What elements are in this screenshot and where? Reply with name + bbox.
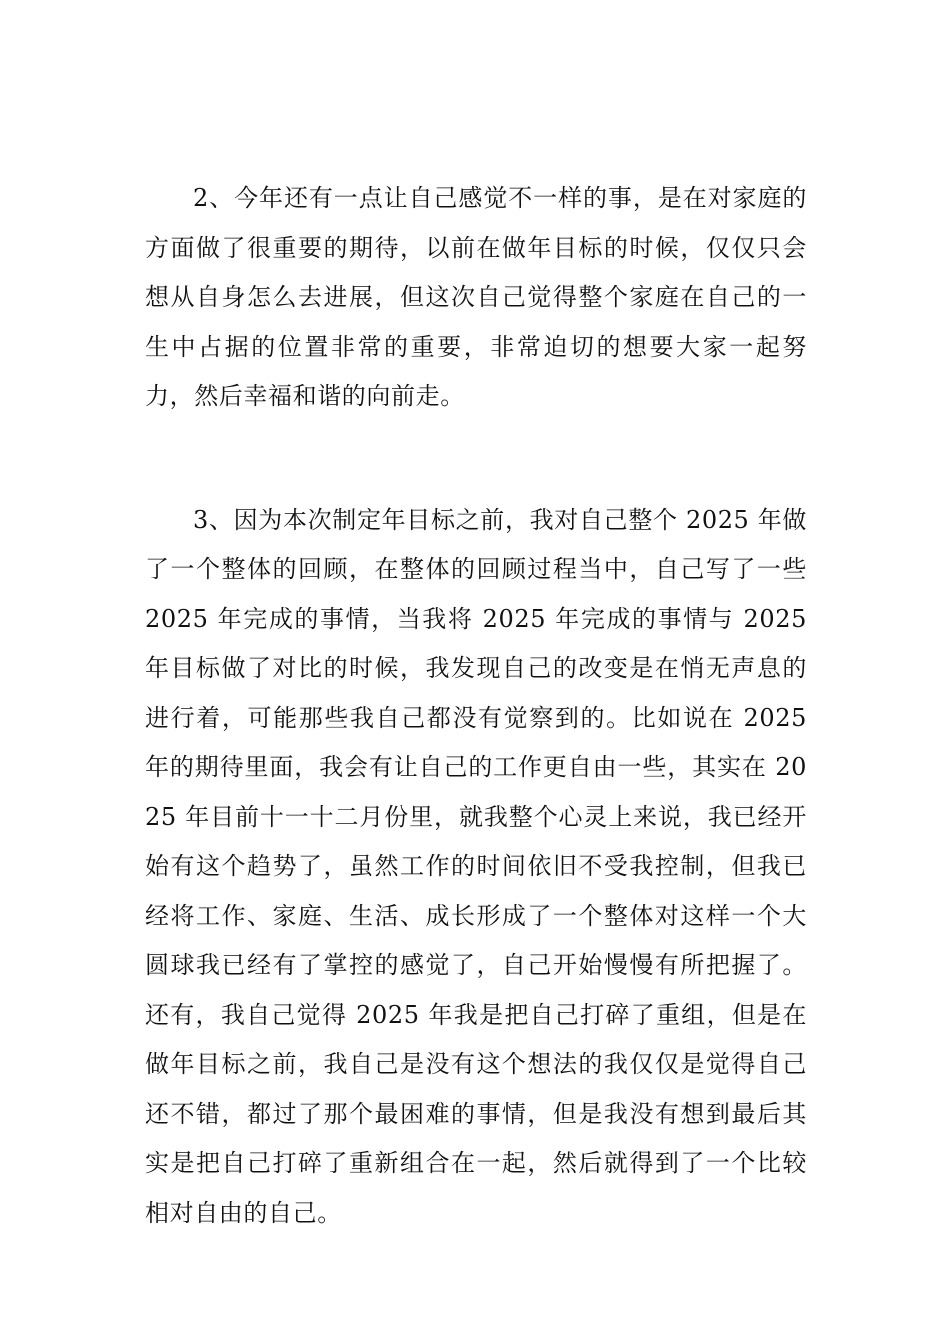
paragraph-3: 3、因为本次制定年目标之前，我对自己整个 2025 年做了一个整体的回顾，在整体的回顾过程当中，自己写了一些 2025 年完成的事情，当我将 2025 年完成的事情与 2025 年目标做了对比的时候，我发现自己的改变是在悄无声息的进行着，可能那些我自己都没有觉察到的。比如说在 2025 年的期待里面，我会有让自己的工作更自由一些，其实在 2025 年目前十一十二月份里，就我整个心灵上来说，我已经开始有这个趋势了，虽然工作的时间依旧不受我控制，但我已经将工作、家庭、生活、成长形成了一个整体对这样一个大圆球我已经有了掌控的感觉了，自己开始慢慢有所把握了。还有，我自己觉得 2025 年我是把自己打碎了重组，但是在做年目标之前，我自己是没有这个想法的我仅仅是觉得自己还不错，都过了那个最困难的事情，但是我没有想到最后其实是把自己打碎了重新组合在一起，然后就得到了一个比较相对自由的自己。 [145,505,807,1227]
document-body [145,174,807,1238]
paragraph-2: 2、今年还有一点让自己感觉不一样的事，是在对家庭的方面做了很重要的期待，以前在做年目标的时候，仅仅只会想从自身怎么去进展，但这次自己觉得整个家庭在自己的一生中占据的位置非常的重要，非常迫切的想要大家一起努力，然后幸福和谐的向前走。 [145,184,807,410]
